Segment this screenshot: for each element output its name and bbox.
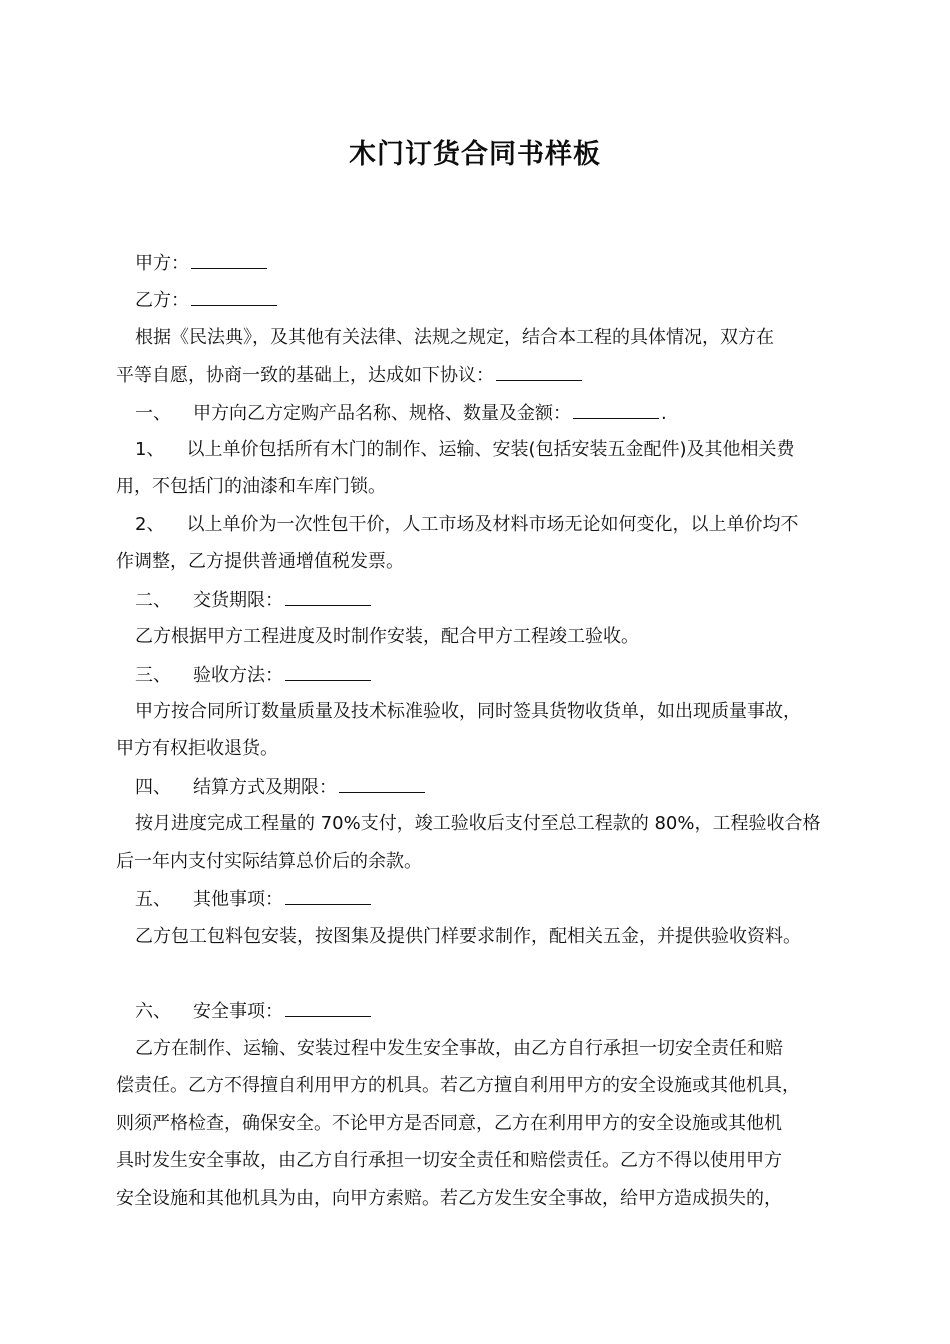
item-1-line-1 [0, 437, 950, 463]
section-4-number: 四、 [135, 777, 171, 798]
intro-line-2 [0, 362, 950, 389]
section-2-title: 交货期限： [193, 590, 283, 611]
section-1-blank [573, 400, 659, 419]
section-6-body-line-4: 具时发生安全事故，由乙方自行承担一切安全责任和赔偿责任。乙方不得以使用甲方 [116, 1150, 782, 1171]
party-a-line [0, 250, 950, 277]
party-b-line [0, 287, 950, 314]
item-2-line-1 [0, 512, 950, 538]
section-6-body-line-3: 则须严格检查，确保安全。不论甲方是否同意，乙方在利用甲方的安全设施或其他机 [116, 1113, 782, 1134]
section-4-body-line-1: 按月进度完成工程量的 70%支付，竣工验收后支付至总工程款的 80%，工程验收合格 [135, 813, 821, 834]
section-6-body-line-2: 偿责任。乙方不得擅自利用甲方的机具。若乙方擅自利用甲方的安全设施或其他机具， [116, 1075, 800, 1096]
section-1-number: 一、 [135, 403, 171, 424]
section-3-title: 验收方法： [193, 665, 283, 686]
party-b-blank [191, 287, 277, 306]
section-5-body: 乙方包工包料包安装，按图集及提供门样要求制作，配相关五金，并提供验收资料。 [135, 926, 801, 947]
item-1-text: 以上单价包括所有木门的制作、运输、安装(包括安装五金配件)及其他相关费 [186, 439, 795, 460]
section-3-body-line-1: 甲方按合同所订数量质量及技术标准验收，同时签具货物收货单，如出现质量事故， [135, 701, 801, 722]
section-6-title: 安全事项： [193, 1001, 283, 1022]
party-a-blank [191, 250, 267, 269]
section-4-title: 结算方式及期限： [193, 777, 337, 798]
document-title: 木门订货合同书样板 [349, 139, 601, 170]
party-b-label: 乙方： [135, 290, 189, 311]
section-2-heading [0, 587, 950, 614]
section-4-blank [339, 774, 425, 793]
section-5-number: 五、 [135, 889, 171, 910]
section-1-period: . [661, 403, 667, 424]
section-3-heading [0, 662, 950, 689]
section-1-title: 甲方向乙方定购产品名称、规格、数量及金额： [193, 403, 571, 424]
party-a-label: 甲方： [135, 253, 189, 274]
item-2-line-2: 作调整，乙方提供普通增值税发票。 [116, 551, 404, 572]
item-1-number: 1、 [135, 439, 165, 460]
intro-line-1: 根据《民法典》，及其他有关法律、法规之规定，结合本工程的具体情况，双方在 [135, 327, 774, 348]
intro-text: 平等自愿，协商一致的基础上，达成如下协议： [116, 365, 494, 386]
item-1-line-2: 用，不包括门的油漆和车库门锁。 [116, 476, 386, 497]
section-5-title: 其他事项： [193, 889, 283, 910]
section-6-number: 六、 [135, 1001, 171, 1022]
section-4-body-line-2: 后一年内支付实际结算总价后的余款。 [116, 851, 422, 872]
section-2-number: 二、 [135, 590, 171, 611]
section-5-blank [285, 886, 371, 905]
item-2-text: 以上单价为一次性包干价，人工市场及材料市场无论如何变化，以上单价均不 [186, 514, 799, 535]
section-2-body: 乙方根据甲方工程进度及时制作安装，配合甲方工程竣工验收。 [135, 626, 639, 647]
section-6-body-line-5: 安全设施和其他机具为由，向甲方索赔。若乙方发生安全事故，给甲方造成损失的， [116, 1188, 782, 1209]
section-6-heading [0, 998, 950, 1025]
item-2-number: 2、 [135, 514, 165, 535]
section-1-heading [0, 400, 950, 427]
section-6-body-line-1: 乙方在制作、运输、安装过程中发生安全事故，由乙方自行承担一切安全责任和赔 [135, 1038, 783, 1059]
intro-blank [496, 362, 582, 381]
section-3-number: 三、 [135, 665, 171, 686]
section-6-blank [285, 998, 371, 1017]
section-4-heading [0, 774, 950, 801]
section-3-blank [285, 662, 371, 681]
section-5-heading [0, 886, 950, 913]
section-2-blank [285, 587, 371, 606]
section-3-body-line-2: 甲方有权拒收退货。 [116, 738, 278, 759]
